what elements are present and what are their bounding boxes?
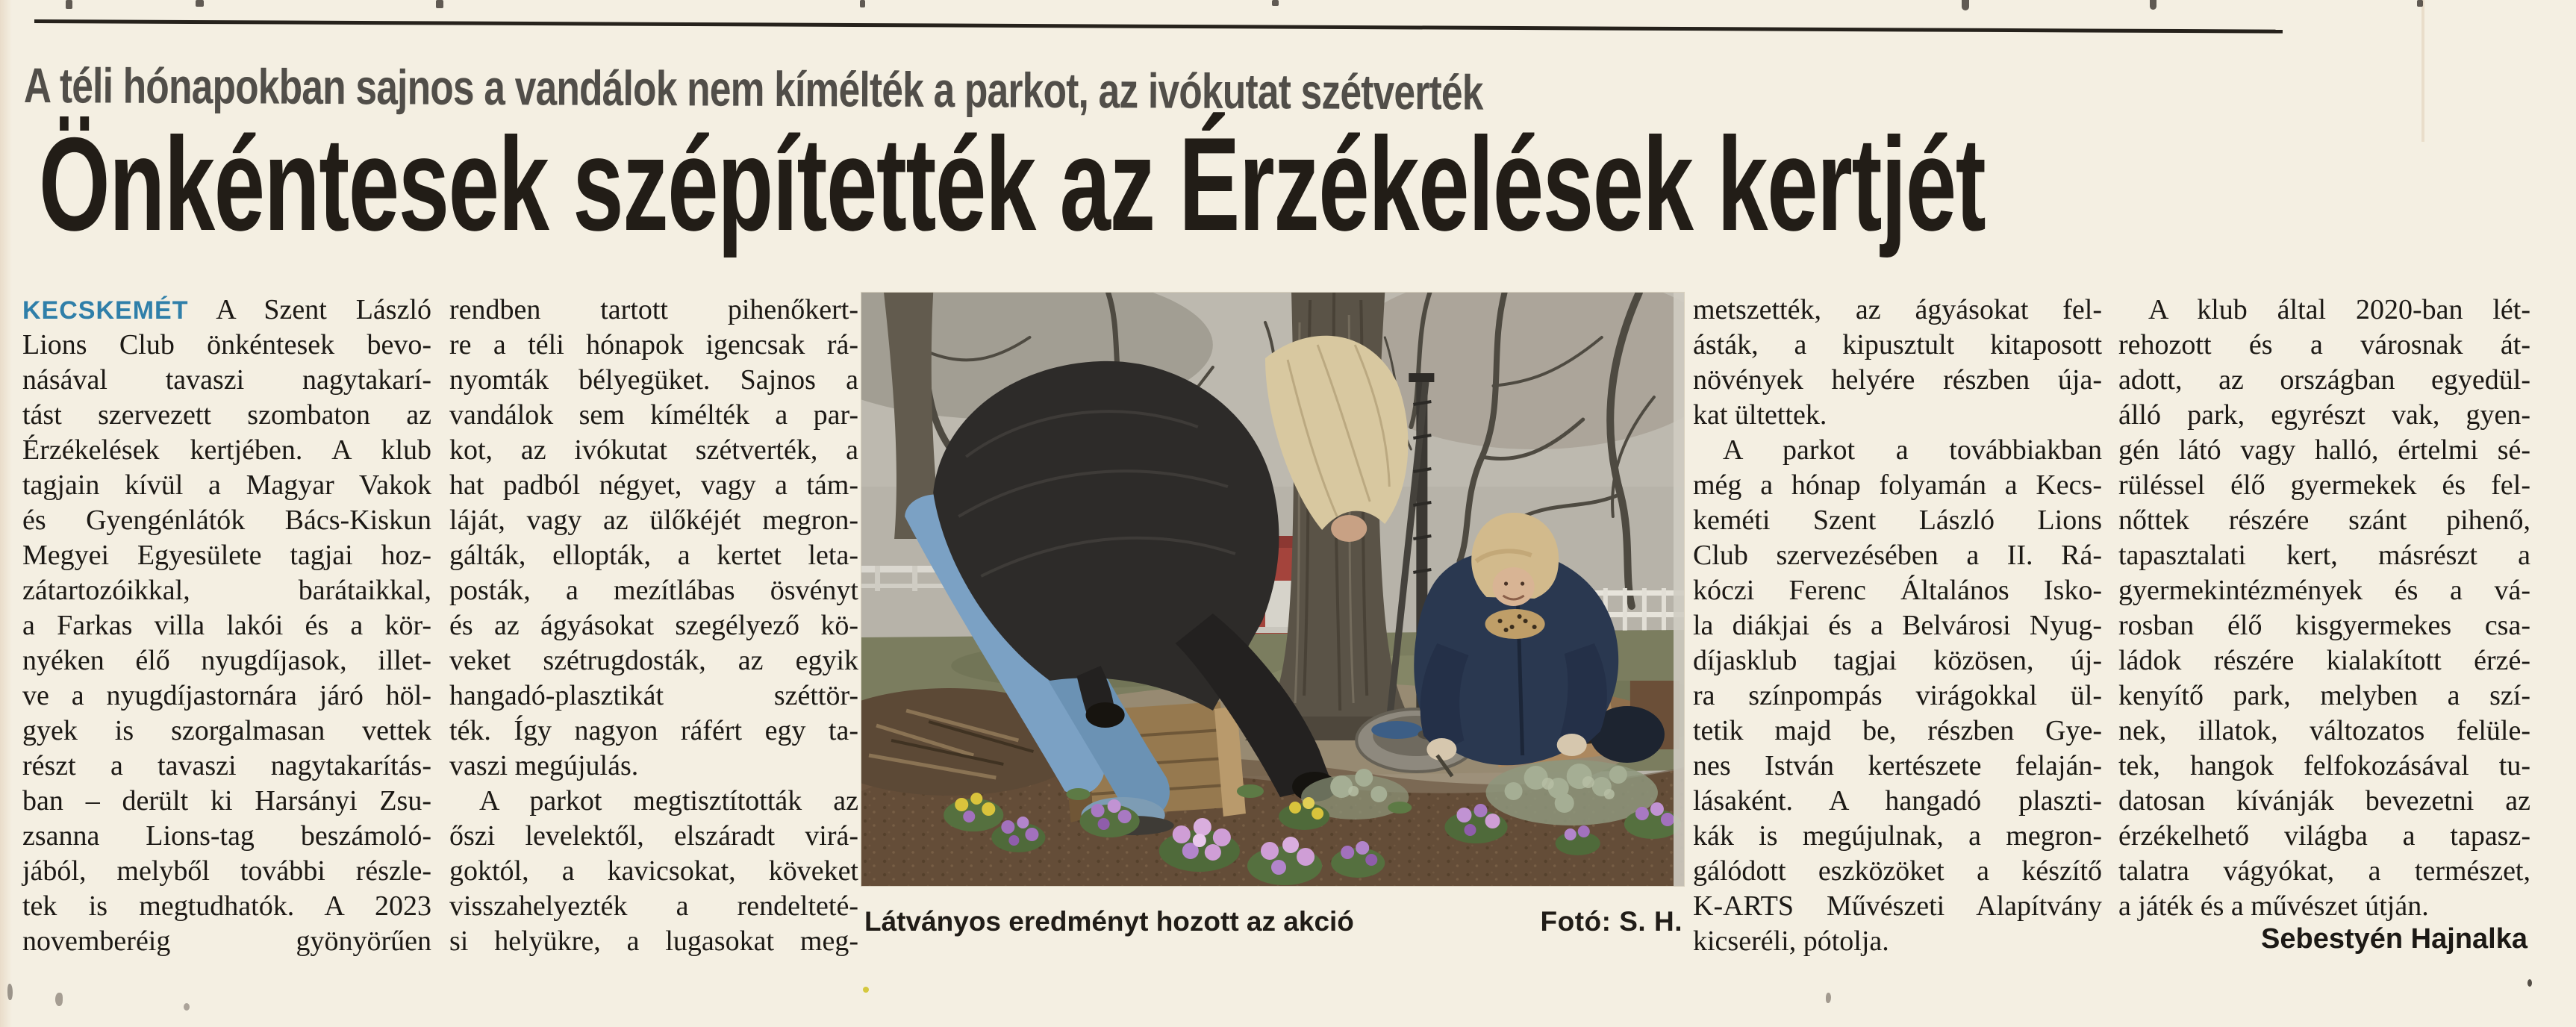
body-column-2 — [449, 293, 858, 959]
clipped-print-fragment — [2150, 0, 2156, 10]
body-text-line: re a téli hónapok igencsak rá- — [449, 329, 858, 360]
body-text-line: A parkot a továbbiakban — [1723, 434, 2102, 466]
body-text-line: rüléssel élő gyermekek és fel- — [2118, 469, 2530, 501]
body-text-line: tapasztalati kert, másrészt a — [2118, 540, 2530, 571]
body-text-line: lásaként. A hangadó plaszti- — [1693, 785, 2102, 817]
body-text-line: veket szétrugdosták, az egyik — [449, 645, 858, 676]
body-text-line: kicseréli, pótolja. — [1693, 925, 1889, 957]
article-photo — [861, 293, 1684, 886]
body-text-line: ásták, a kipusztult kitaposott — [1693, 329, 2102, 360]
body-text-line: és az ágyásokat szegélyező kö- — [449, 610, 858, 641]
body-text-line: kóczi Ferenc Általános Isko- — [1693, 575, 2102, 606]
photo-caption: Látványos eredményt hozott az akció — [864, 906, 1354, 937]
body-text-line: tetik majd be, részben Gye- — [1693, 715, 2102, 746]
paper-crease — [2421, 0, 2424, 142]
body-text-line: visszahelyezték a rendelteté- — [449, 890, 858, 922]
body-text-line: hangadó-plasztikát széttör- — [449, 680, 858, 711]
clipped-print-fragment — [66, 0, 72, 9]
body-text-line: rehozott és a városnak át- — [2118, 329, 2530, 360]
body-text-line: rosban élő kisgyermekes csa- — [2118, 610, 2530, 641]
body-text-line: posták, a mezítlábas ösvényt — [449, 575, 858, 606]
body-text-line: kák is megújulnak, a megron- — [1693, 820, 2102, 852]
body-text-line: a játék és a művészet útján. — [2118, 890, 2429, 922]
body-text-line: Lions Club önkéntesek bevo- — [22, 329, 431, 360]
body-text-line: násával tavaszi nagytakarí- — [22, 364, 431, 396]
body-text-line: K-ARTS Művészeti Alapítvány — [1693, 890, 2102, 922]
body-text-line: goktól, a kavicsokat, köveket — [449, 855, 858, 887]
scan-edge-shadow — [0, 0, 12, 1027]
body-text-line: rendben tartott pihenőkert- — [449, 294, 858, 325]
clipped-print-fragment — [196, 0, 204, 7]
body-text-line: tagjain kívül a Magyar Vakok — [22, 469, 431, 501]
body-text-line: álló park, egyrészt vak, gyen- — [2118, 399, 2530, 431]
paper-speck — [7, 984, 13, 1000]
photo-illustration — [861, 293, 1684, 886]
body-text-line: metszették, az ágyásokat fel- — [1693, 294, 2102, 325]
body-text-line: díjasklub tagjai közösen, új- — [1693, 645, 2102, 676]
body-text-line: jából, melyből további részle- — [22, 855, 431, 887]
body-column-3 — [1693, 293, 2102, 959]
body-text-line: és Gyengénlátók Bács-Kiskun — [22, 505, 431, 536]
body-text-line: őszi levelektől, elszáradt virá- — [449, 820, 858, 852]
body-text-line: ládok részére kialakított érzé- — [2118, 645, 2530, 676]
body-text-line: ték. Így nagyon ráfért egy ta- — [449, 715, 858, 746]
body-text-line: zsanna Lions-tag beszámoló- — [22, 820, 431, 852]
body-text-line: nyomták bélyegüket. Sajnos a — [449, 364, 858, 396]
body-text-line: a Farkas villa lakói és a kör- — [22, 610, 431, 641]
body-text-line: la diákjai és a Belvárosi Nyug- — [1693, 610, 2102, 641]
body-text-line: gén látó vagy halló, értelmi sé- — [2118, 434, 2530, 466]
body-text-line: még a hónap folyamán a Kecs- — [1693, 469, 2102, 501]
body-text-line: vandálok sem kímélték a par- — [449, 399, 858, 431]
body-text-line: kot, az ivókutat szétverték, a — [449, 434, 858, 466]
paper-speck — [863, 987, 869, 993]
body-text-line: KECSKEMÉT A Szent László — [22, 294, 431, 325]
body-text-line: vaszi megújulás. — [449, 750, 639, 781]
body-text-line: tást szervezett szombaton az — [22, 399, 431, 431]
clipped-print-fragment — [1272, 0, 1279, 6]
body-text-line: Club szervezésében a II. Rá- — [1693, 540, 2102, 571]
body-text-line: gyek is szorgalmasan vettek — [22, 715, 431, 746]
clipped-print-fragment — [1962, 0, 1969, 10]
main-headline: Önkéntesek szépítették az Érzékelések kertjét — [39, 110, 1986, 258]
dateline-city: KECSKEMÉT — [22, 296, 189, 325]
clipped-print-fragment — [2417, 0, 2423, 7]
body-text-line: nőttek részére szánt pihenő, — [2118, 505, 2530, 536]
body-column-4 — [2118, 293, 2530, 924]
paper-speck — [2527, 979, 2532, 987]
clipped-print-fragment — [436, 0, 443, 8]
body-text-line: kat ültettek. — [1693, 399, 1827, 431]
clipped-print-fragment — [860, 0, 865, 7]
body-text-line: A parkot megtisztították az — [479, 785, 858, 817]
kicker-subheadline: A téli hónapokban sajnos a vandálok nem kímélték a parkot, az ivókutat szétverték — [23, 57, 1483, 120]
photo-edge-flare — [1674, 293, 1684, 886]
body-text-line: gyermekintézmények és a vá- — [2118, 575, 2530, 606]
body-text-line: nes István kertészete felaján- — [1693, 750, 2102, 781]
body-text-line: Érzékelések kertjében. A klub — [22, 434, 431, 466]
paper-speck — [1826, 993, 1831, 1003]
paper-speck — [184, 1003, 190, 1011]
body-text-line: si helyükre, a lugasokat meg- — [449, 925, 858, 957]
body-text-line: kenyítő park, melyben a szí- — [2118, 680, 2530, 711]
body-text-line: ban – derült ki Harsányi Zsu- — [22, 785, 431, 817]
paper-speck — [55, 993, 63, 1006]
body-text-line: tek is megtudhatók. A 2023 — [22, 890, 431, 922]
photo-credit: Fotó: S. H. — [1540, 906, 1682, 937]
body-text-line: gálták, ellopták, a kertet leta- — [449, 540, 858, 571]
body-text-line: növények helyére részben úja- — [1693, 364, 2102, 396]
body-text-line: zátartozóikkal, barátaikkal, — [22, 575, 431, 606]
body-text-line: gálódott eszközöket a készítő — [1693, 855, 2102, 887]
body-text-line: tek, hangok felfokozásával tu- — [2118, 750, 2530, 781]
body-text-line: ra színpompás virágokkal ül- — [1693, 680, 2102, 711]
body-text-line: érzékelhető világba a tapasz- — [2118, 820, 2530, 852]
body-text-line: Megyei Egyesülete tagjai hoz- — [22, 540, 431, 571]
body-text-line: nek, illatok, változatos felüle- — [2118, 715, 2530, 746]
body-text-line: talatra vágyókat, a természet, — [2118, 855, 2530, 887]
body-text-line: datosan kívánják bevezetni az — [2118, 785, 2530, 817]
body-text-line: nyéken élő nyugdíjasok, illet- — [22, 645, 431, 676]
body-text-line: részt a tavaszi nagytakarítás- — [22, 750, 431, 781]
body-text-line: hat padból négyet, vagy a tám- — [449, 469, 858, 501]
body-column-1 — [22, 293, 431, 959]
body-text-line: keméti Szent László Lions — [1693, 505, 2102, 536]
body-text-line: novemberéig gyönyörűen — [22, 925, 431, 957]
body-text-line: ve a nyugdíjastornára járó höl- — [22, 680, 431, 711]
body-text-line: láját, vagy az ülőkéjét megron- — [449, 505, 858, 536]
body-text-line: A klub által 2020-ban lét- — [2148, 294, 2530, 325]
author-byline: Sebestyén Hajnalka — [2261, 923, 2527, 955]
top-horizontal-rule — [34, 19, 2283, 34]
body-text-line: adott, az országban egyedül- — [2118, 364, 2530, 396]
